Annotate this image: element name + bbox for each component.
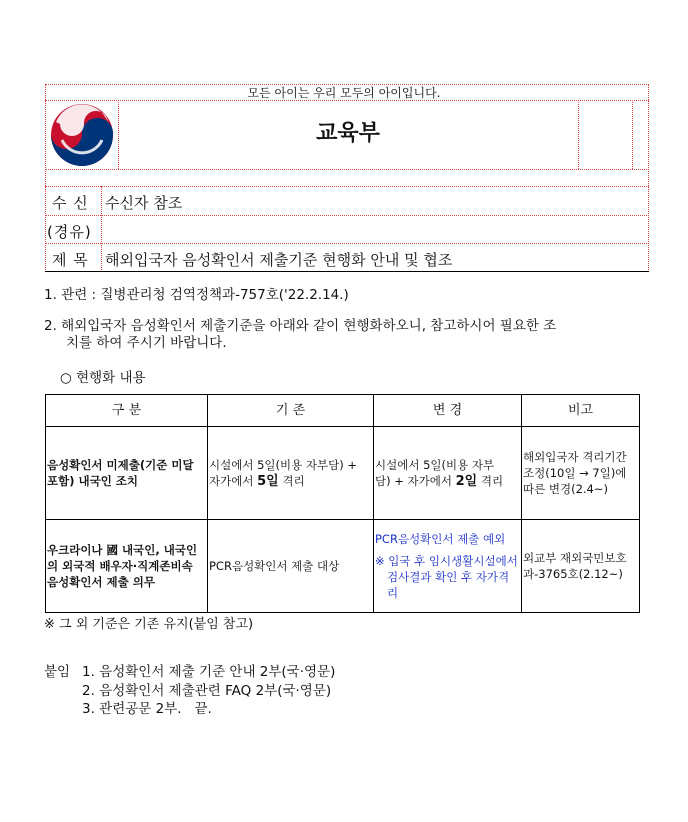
header-category: 구 분 [46,395,208,427]
related-reference: 1. 관련 : 질병관리청 검역정책과-757호('22.2.14.) [44,287,349,303]
row2-after [374,520,522,613]
organization-name: 교육부 [316,121,380,146]
recipient-label: 수 신 [52,194,89,212]
row1-before-days: 5일 [257,473,279,489]
row2-after-detail: ※ 입국 후 임시생활시설에서 검사결과 확인 후 자가격리 [375,554,518,600]
row1-category: 음성확인서 미제출(기준 미달 포함) 내국인 조치 [46,427,208,520]
government-emblem-logo [48,102,116,168]
row1-after-part1: 시설에서 5일(비용 자부 [375,457,495,472]
header-before: 기 존 [208,395,374,427]
row1-before-part1: 시설에서 5일(비용 자부담) + [209,457,357,472]
row1-before [208,427,374,520]
subject-label: 제 목 [52,251,89,269]
header-after: 변 경 [374,395,522,427]
row1-after-days: 2일 [455,473,478,489]
row1-after-part3: 격리 [477,473,504,488]
row2-after-title: PCR음성확인서 제출 예외 [375,532,506,546]
subject-value: 해외입국자 음성확인서 제출기준 현행화 안내 및 협조 [105,251,453,269]
attachment-item-3: 3. 관련공문 2부. 끝. [82,701,212,717]
header-note: 비고 [522,395,640,427]
row1-after-part2: 담) + 자가에서 [375,473,456,488]
attachment-item-2: 2. 음성확인서 제출관련 FAQ 2부(국·영문) [82,683,332,699]
row2-before: PCR음성확인서 제출 대상 [208,520,374,613]
table-row [46,520,640,613]
row1-note: 해외입국자 격리기간 조정(10일 → 7일)에 따른 변경(2.4~) [522,427,640,520]
row1-after [374,427,522,520]
row2-category: 우크라이나 國 내국인, 내국인의 외국적 배우자·직계존비속 음성확인서 제출 의무 [46,520,208,613]
attachments-label: 붙임 [44,664,71,680]
recipient-value: 수신자 참조 [105,194,183,212]
changes-table [45,394,640,613]
attachment-item-1: 1. 음성확인서 제출 기준 안내 2부(국·영문) [82,664,336,680]
table-row [46,427,640,520]
instruction-line-2: 치를 하여 주시기 바랍니다. [66,335,227,351]
section-title: ○ 현행화 내용 [60,370,146,386]
row1-before-part3: 격리 [278,473,305,488]
instruction-line-1: 2. 해외입국자 음성확인서 제출기준을 아래와 같이 현행화하오니, 참고하시어 필요한 조 [44,318,557,334]
table-header-row [46,395,640,427]
footer-note: ※ 그 외 기준은 기존 유지(붙임 참고) [44,617,254,632]
via-label: (경유) [47,223,92,241]
row1-before-part2: 자가에서 [209,473,258,488]
row2-note: 외교부 재외국민보호과-3765호(2.12~) [522,520,640,613]
motto: 모든 아이는 우리 모두의 아이입니다. [247,86,441,100]
